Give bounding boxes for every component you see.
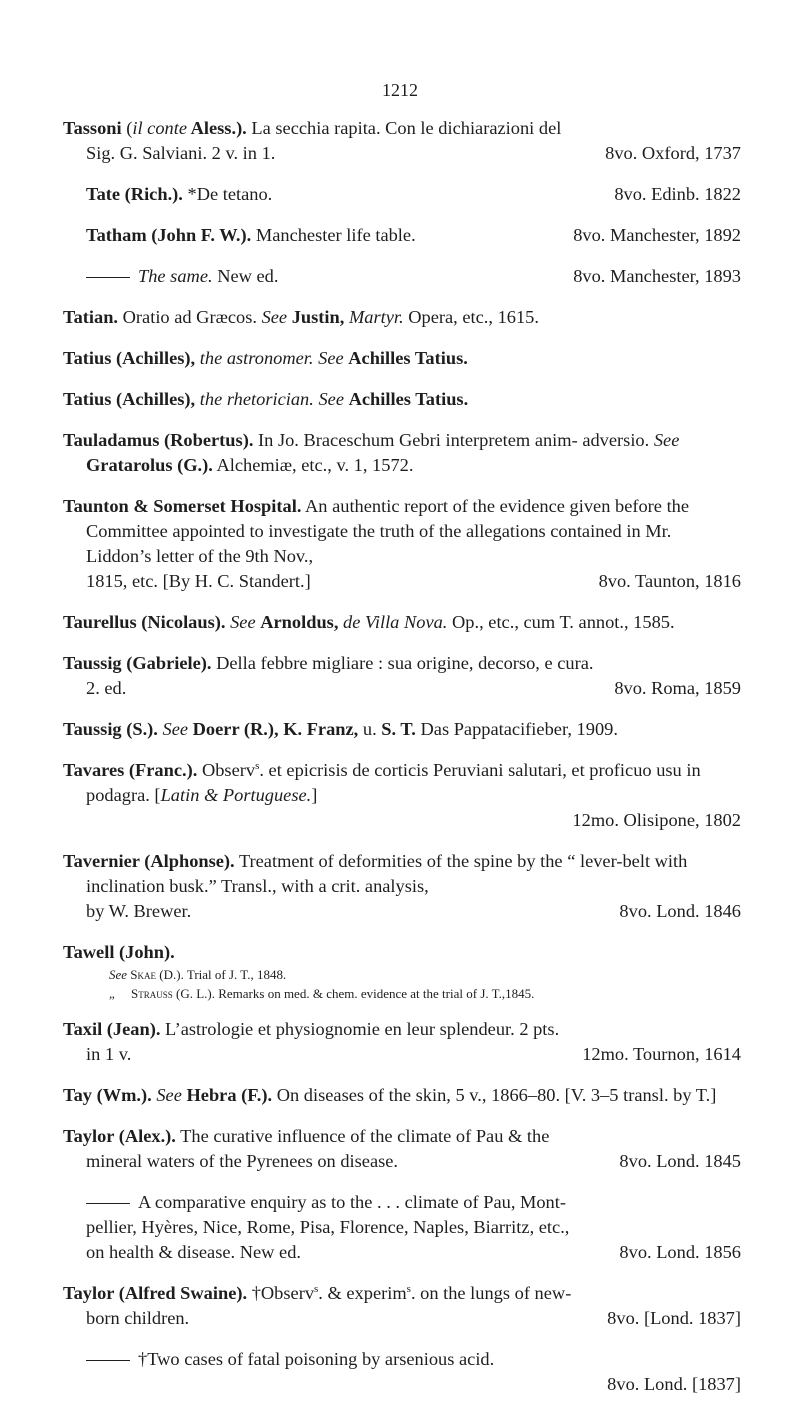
see-label: See xyxy=(162,719,189,739)
entry-title-cont: Sig. G. Salviani. 2 v. in 1. xyxy=(86,143,276,163)
cross-ref: Gratarolus (G.). xyxy=(86,455,213,475)
entry-taussig-gabriele xyxy=(63,651,741,701)
ditto-dash xyxy=(86,1203,130,1204)
entry-imprint: 8vo. Lond. 1856 xyxy=(619,1242,741,1262)
entry-tate xyxy=(63,182,741,207)
entry-heading: Taunton & Somerset Hospital. xyxy=(63,496,302,516)
cross-ref-list xyxy=(86,965,741,1003)
entry-title-cont: 2. ed. xyxy=(86,678,127,698)
entry-title-cont: by W. Brewer. xyxy=(86,901,192,921)
entry-tauladamus xyxy=(63,428,741,478)
entry-heading: Tate (Rich.). xyxy=(86,184,183,204)
entry-title: New ed. xyxy=(217,266,279,286)
see-label: See xyxy=(653,430,680,450)
cross-ref-conj: u. xyxy=(362,719,377,739)
cross-ref-rest: (D.). Trial of J. T., 1848. xyxy=(159,967,287,982)
page-number: 1212 xyxy=(382,80,418,100)
entry-heading: Taylor (Alex.). xyxy=(63,1126,176,1146)
superscript: s xyxy=(406,1282,411,1295)
entry-title-cont: 1909. xyxy=(576,719,618,739)
entry-rest: Opera, etc., 1615. xyxy=(408,307,539,327)
entry-imprint: 8vo. Roma, 1859 xyxy=(614,678,741,698)
entry-title-cont: born children. xyxy=(86,1308,190,1328)
entry-heading: Tay (Wm.). xyxy=(63,1085,152,1105)
entry-heading: Taurellus (Nicolaus). xyxy=(63,612,226,632)
entry-heading: Taussig (S.). xyxy=(63,719,158,739)
entry-title: . on the lungs of new- xyxy=(410,1283,572,1303)
entry-title-cont: pellier, Hyères, Nice, Rome, Pisa, Florence, Naples, Biarritz, etc., xyxy=(86,1217,570,1237)
see-label: See xyxy=(230,612,256,632)
entry-imprint: 12mo. Tournon, 1614 xyxy=(582,1044,741,1064)
entry-title-cont: adversio. xyxy=(582,430,650,450)
cross-ref-name: Skae xyxy=(130,967,157,982)
entry-italic: the astronomer. xyxy=(199,348,314,368)
superscript: s xyxy=(314,1282,319,1295)
entry-imprint: 12mo. Olisipone, 1802 xyxy=(572,810,741,830)
entry-title-cont: in 1 v. xyxy=(86,1044,132,1064)
entry-tawell xyxy=(63,940,741,1003)
entry-title: Manchester life table. xyxy=(255,225,416,245)
entry-taussig-s xyxy=(63,717,741,742)
entry-tavernier xyxy=(63,849,741,924)
entry-title-cont: [V. 3–5 transl. by T.] xyxy=(564,1085,717,1105)
cross-ref: Doerr (R.), K. Franz, xyxy=(192,719,359,739)
entry-heading: Tatius (Achilles), xyxy=(63,348,196,368)
entry-tatius-rhetorician xyxy=(63,387,741,412)
cross-ref-name: Strauss xyxy=(131,986,173,1001)
entry-italic: il conte xyxy=(132,118,188,138)
entry-taurellus xyxy=(63,610,741,635)
entry-heading: Tassoni xyxy=(63,118,122,138)
cross-ref: Arnoldus, xyxy=(260,612,339,632)
entry-rest: Op., etc., cum T. xyxy=(452,612,574,632)
entry-title-cont: the allegations contained in Mr. Liddon’s letter of the 9th Nov., xyxy=(86,521,672,566)
entry-heading: Tatham (John F. W.). xyxy=(86,225,252,245)
entry-tavares xyxy=(63,758,741,833)
entry-title: The curative influence of the climate of Pau & the xyxy=(180,1126,550,1146)
entry-title-cont: on health & disease. New ed. xyxy=(86,1242,302,1262)
entry-taylor-alfred-two-cases xyxy=(63,1347,741,1397)
entry-title: Della febbre migliare : sua origine, decorso, e cura. xyxy=(216,653,594,673)
superscript: s xyxy=(255,759,260,772)
entry-title: *De tetano. xyxy=(187,184,273,204)
ditto-dash xyxy=(86,1360,130,1361)
cross-ref-rest: (G. L.). Remarks on med. & chem. evidence at the trial of J. T.,1845. xyxy=(176,986,535,1001)
see-label: See xyxy=(318,348,344,368)
entry-title: In Jo. Braceschum Gebri interpretem anim- xyxy=(258,430,578,450)
entry-text: ( xyxy=(126,118,133,138)
entry-heading-cont: Aless.). xyxy=(187,118,247,138)
cross-ref: Justin, xyxy=(291,307,345,327)
entry-title: Observ xyxy=(201,760,256,780)
entry-heading: Taussig (Gabriele). xyxy=(63,653,212,673)
entry-title: †Two cases of fatal poisoning by arsenious acid. xyxy=(138,1349,495,1369)
entry-tassoni xyxy=(63,116,741,166)
entry-imprint: 8vo. Manchester, 1893 xyxy=(573,266,741,286)
ditto-dash xyxy=(86,277,130,278)
see-label: See xyxy=(156,1085,182,1105)
entry-taylor-alfred xyxy=(63,1281,741,1331)
entry-title-cont: et proficuo usu in podagra. [ xyxy=(86,760,701,805)
entry-title: . et epicrisis de corticis Peruviani salutari, xyxy=(259,760,567,780)
entry-heading: Tauladamus (Robertus). xyxy=(63,430,254,450)
entry-title: La secchia rapita. Con le dichiarazioni del xyxy=(246,118,562,138)
entry-imprint: 8vo. Lond. 1846 xyxy=(619,901,741,921)
entry-rest-cont: annot., 1585. xyxy=(578,612,675,632)
entry-tatham-same xyxy=(63,264,741,289)
cross-ref-italic: de Villa Nova. xyxy=(343,612,448,632)
cross-ref-italic: Martyr. xyxy=(348,307,404,327)
cross-ref-item xyxy=(109,984,741,1003)
entry-italic: Latin & Portuguese. xyxy=(160,785,312,805)
see-label: See xyxy=(318,389,344,409)
cross-ref: S. T. xyxy=(381,719,416,739)
entry-tatham xyxy=(63,223,741,248)
entry-title: Das Pappatacifieber, xyxy=(420,719,572,739)
entry-heading: Tawell (John). xyxy=(63,942,175,962)
entry-imprint: 8vo. Lond. 1845 xyxy=(619,1151,741,1171)
entry-imprint: 8vo. Taunton, 1816 xyxy=(598,571,741,591)
entry-tay xyxy=(63,1083,741,1108)
entry-tatian xyxy=(63,305,741,330)
cross-ref: Hebra (F.). xyxy=(186,1085,273,1105)
entry-title: Treatment of deformities of the spine by the xyxy=(238,851,563,871)
entry-imprint: 8vo. Manchester, 1892 xyxy=(573,225,741,245)
entry-title-cont: 1815, etc. [By H. C. Standert.] xyxy=(86,571,311,591)
entry-title: †Observ xyxy=(251,1283,315,1303)
entry-title-cont: ] xyxy=(311,785,318,805)
entry-heading: Tatius (Achilles), xyxy=(63,389,196,409)
entry-italic: The same. xyxy=(138,266,213,286)
entry-heading: Tavernier (Alphonse). xyxy=(63,851,235,871)
entry-imprint: 8vo. Oxford, 1737 xyxy=(605,143,741,163)
ditto-mark: „ xyxy=(109,986,115,1001)
entry-title: On diseases of the skin, 5 v., 1866–80. xyxy=(276,1085,561,1105)
entry-taxil xyxy=(63,1017,741,1067)
see-label: See xyxy=(109,967,128,982)
index-entries xyxy=(63,116,741,1413)
entry-heading: Taylor (Alfred Swaine). xyxy=(63,1283,248,1303)
cross-ref-item xyxy=(109,965,741,984)
entry-italic: the rhetorician. xyxy=(199,389,314,409)
entry-rest: Alchemiæ, etc., v. 1, 1572. xyxy=(216,455,414,475)
entry-imprint: 8vo. Lond. [1837] xyxy=(607,1374,741,1394)
entry-title: L’astrologie et physiognomie en leur splendeur. 2 pts. xyxy=(165,1019,560,1039)
entry-title: A comparative enquiry as to the . . . climate of Pau, Mont- xyxy=(138,1192,566,1212)
see-label: See xyxy=(261,307,288,327)
entry-title: An authentic report of the evidence xyxy=(305,496,565,516)
entry-title-cont: given before the Committee appointed to investigate the truth of xyxy=(86,496,690,541)
entry-title: Oratio ad Græcos. xyxy=(122,307,257,327)
cross-ref: Achilles Tatius. xyxy=(348,348,468,368)
entry-imprint: 8vo. [Lond. 1837] xyxy=(607,1308,741,1328)
entry-tatius-astronomer xyxy=(63,346,741,371)
cross-ref: Achilles Tatius. xyxy=(348,389,469,409)
entry-taylor-alex xyxy=(63,1124,741,1174)
entry-heading: Tavares (Franc.). xyxy=(63,760,198,780)
entry-heading: Taxil (Jean). xyxy=(63,1019,161,1039)
entry-taylor-alex-comparative xyxy=(63,1190,741,1265)
entry-title-cont: “ lever-belt with inclination busk.” Transl., with a crit. analysis, xyxy=(86,851,688,896)
entry-taunton xyxy=(63,494,741,594)
entry-title: . & experim xyxy=(318,1283,407,1303)
entry-heading: Tatian. xyxy=(63,307,119,327)
entry-imprint: 8vo. Edinb. 1822 xyxy=(614,184,741,204)
entry-title-cont: mineral waters of the Pyrenees on disease. xyxy=(86,1151,399,1171)
